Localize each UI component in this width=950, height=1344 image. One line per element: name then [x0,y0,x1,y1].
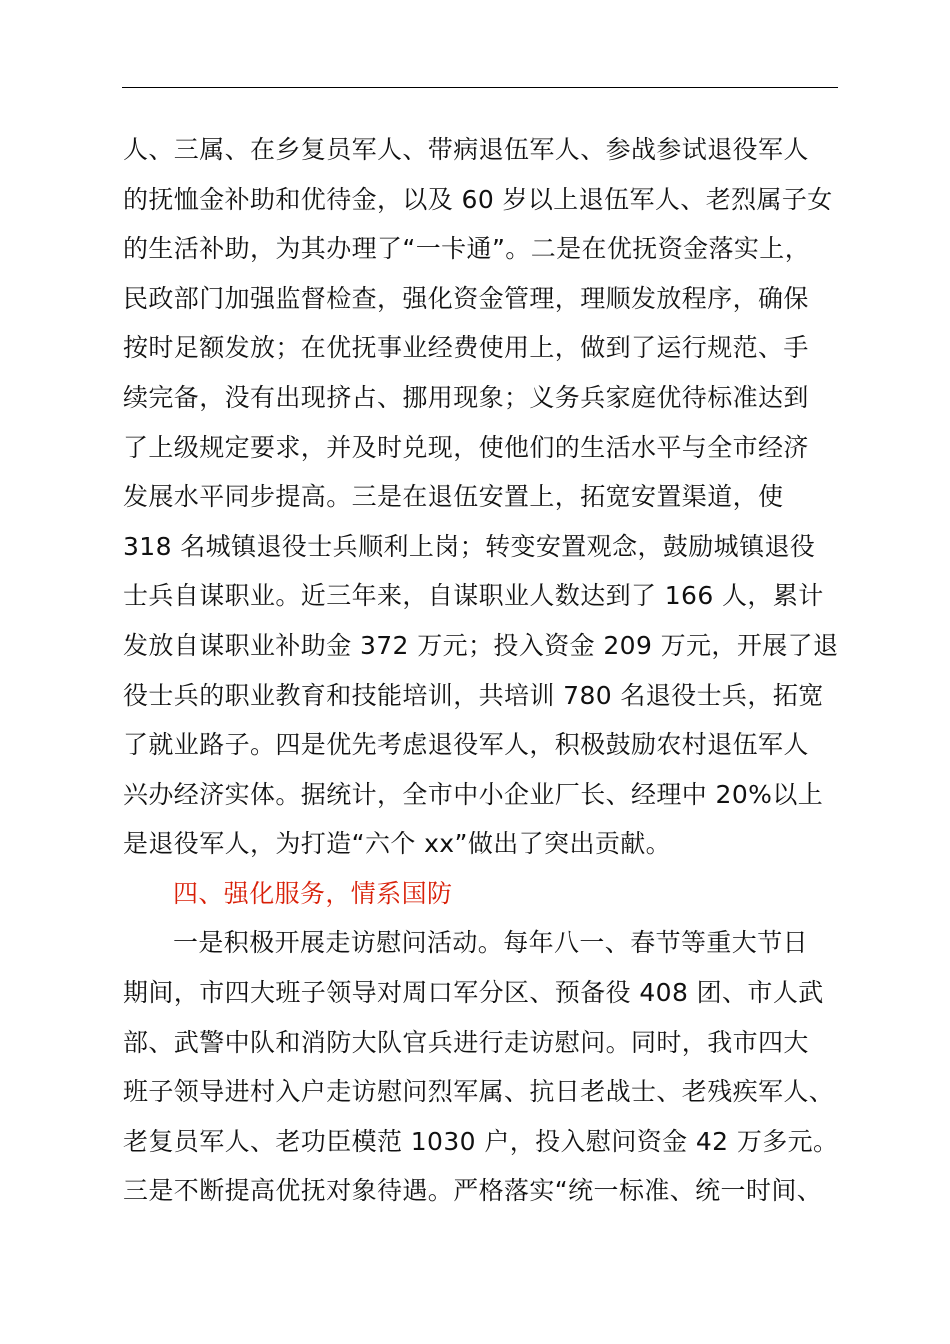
text-line: 的抚恤金补助和优待金，以及 60 岁以上退伍军人、老烈属子女 [123,185,833,214]
text-line: 兴办经济实体。据统计，全市中小企业厂长、经理中 20%以上 [123,780,824,809]
text-line: 一是积极开展走访慰问活动。每年八一、春节等重大节日 [173,928,809,957]
text-line: 了上级规定要求，并及时兑现，使他们的生活水平与全市经济 [123,433,809,462]
text-line: 班子领导进村入户走访慰问烈军属、抗日老战士、老残疾军人、 [123,1077,835,1106]
text-line: 民政部门加强监督检查，强化资金管理，理顺发放程序，确保 [123,284,809,313]
text-line: 续完备，没有出现挤占、挪用现象；义务兵家庭优待标准达到 [123,383,809,412]
text-line: 役士兵的职业教育和技能培训，共培训 780 名退役士兵，拓宽 [123,681,824,710]
text-line: 期间，市四大班子领导对周口军分区、预备役 408 团、市人武 [123,978,824,1007]
text-line: 部、武警中队和消防大队官兵进行走访慰问。同时，我市四大 [123,1028,809,1057]
text-line: 318 名城镇退役士兵顺利上岗；转变安置观念，鼓励城镇退役 [123,532,816,561]
text-line: 按时足额发放；在优抚事业经费使用上，做到了运行规范、手 [123,333,809,362]
text-line: 发放自谋职业补助金 372 万元；投入资金 209 万元，开展了退 [123,631,839,660]
text-line: 了就业路子。四是优先考虑退役军人，积极鼓励农村退伍军人 [123,730,809,759]
section-heading: 四、强化服务，情系国防 [173,879,453,908]
text-line: 三是不断提高优抚对象待遇。严格落实“统一标准、统一时间、 [123,1176,823,1205]
text-line: 老复员军人、老功臣模范 1030 户，投入慰问资金 42 万多元。 [123,1127,839,1156]
text-line: 发展水平同步提高。三是在退伍安置上，拓宽安置渠道，使 [123,482,784,511]
text-line: 人、三属、在乡复员军人、带病退伍军人、参战参试退役军人 [123,135,809,164]
header-rule [122,87,838,88]
text-line: 士兵自谋职业。近三年来，自谋职业人数达到了 166 人，累计 [123,581,824,610]
text-line: 是退役军人，为打造“六个 xx”做出了突出贡献。 [123,829,672,858]
text-line: 的生活补助，为其办理了“一卡通”。二是在优抚资金落实上， [123,234,811,263]
